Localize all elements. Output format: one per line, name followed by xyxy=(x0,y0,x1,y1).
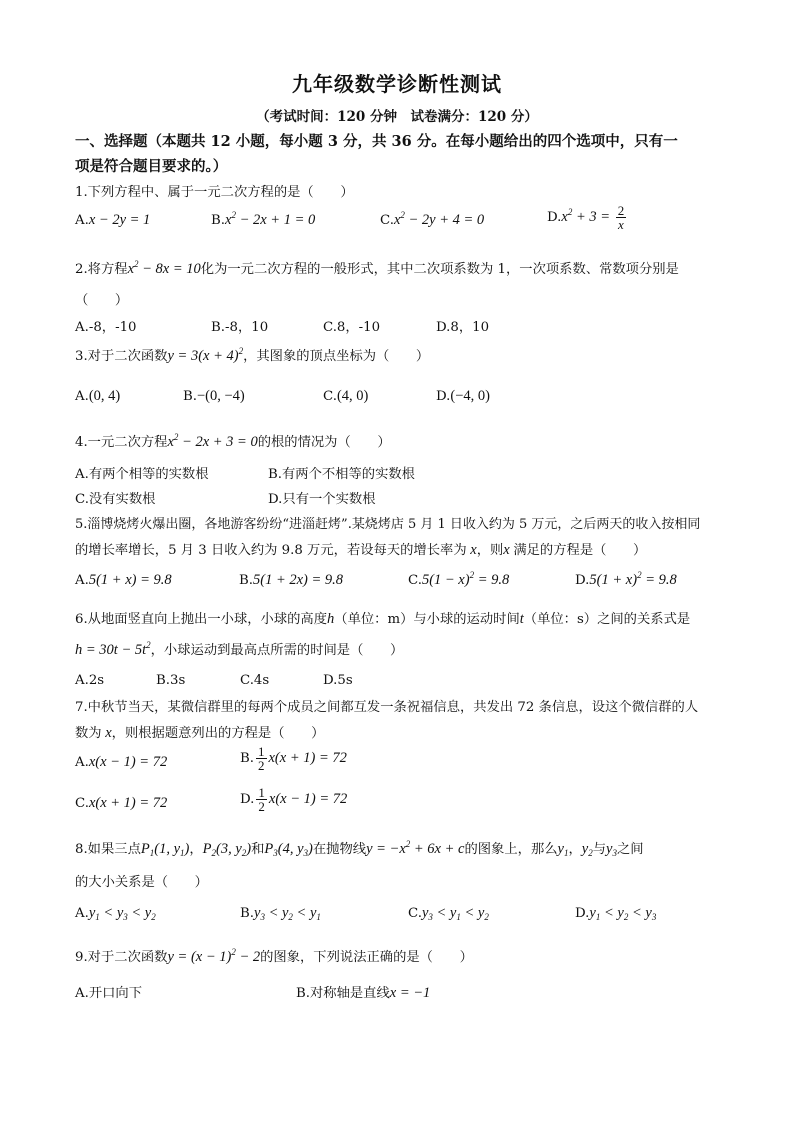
page-title: 九年级数学诊断性测试 xyxy=(292,72,502,96)
q8-option-c: $C.y_3 < y_1 < y_2$ xyxy=(408,905,489,922)
q6-option-b: B.3s xyxy=(156,673,186,688)
q6-option-a: A.2s xyxy=(75,673,105,688)
q5-option-a: A.5(1 + x) = 9.8 xyxy=(75,572,172,588)
q3-option-c: C.(4, 0) xyxy=(323,388,369,404)
q5-option-b: B.5(1 + 2x) = 9.8 xyxy=(239,572,344,588)
question-8-stem-cont: 的大小关系是（ ） xyxy=(75,875,208,890)
math-expr: (4, 0) xyxy=(336,388,369,404)
math-expr: $x^2 + 3$ = $\frac{2}{x}$ xyxy=(561,203,625,232)
math-expr: $y_1 < y_2 < y_3$ xyxy=(589,905,657,922)
q1-option-a: A.x − 2y = 1 xyxy=(75,212,151,228)
question-1-stem: 1.下列方程中、属于一元二次方程的是（ ） xyxy=(75,185,354,200)
question-3-stem: 3.对于二次函数$y = 3(x + 4)^2$，其图象的顶点坐标为（ ） xyxy=(75,346,430,364)
q1-option-c: $C.x^2 - 2y + 4 = 0$ xyxy=(380,210,485,228)
q3-option-a: A.(0, 4) xyxy=(75,388,121,404)
q9-option-a: A.开口向下 xyxy=(75,986,143,1001)
math-expr: $x^2 - 2y + 4 = 0$ xyxy=(393,210,485,228)
q3-option-b: B.−(0, −4) xyxy=(183,388,245,404)
q8-option-b: $B.y_3 < y_2 < y_1$ xyxy=(240,905,321,922)
exam-info: （考试时间：120 分钟 试卷满分：120 分） xyxy=(256,109,538,125)
q8-option-a: $A.y_1 < y_3 < y_2$ xyxy=(75,905,156,922)
math-expr: $x^2 - 8x = 10$ xyxy=(127,259,201,277)
math-expr: $x^2 - 2x + 3 = 0$ xyxy=(167,432,258,450)
math-expr: $\frac{1}{2}$ x(x − 1) = 72 xyxy=(258,785,348,814)
q1-option-b: $B.x^2 - 2x + 1 = 0$ xyxy=(211,210,316,228)
q5-option-d: $D.5(1 + x)^2 = 9.8$ xyxy=(575,570,677,588)
math-expr: x(x + 1) = 72 xyxy=(88,795,168,811)
q8-option-d: $D.y_1 < y_2 < y_3$ xyxy=(575,905,657,922)
math-expr: $y_1 < y_3 < y_2$ xyxy=(88,905,156,922)
math-expr: x(x − 1) = 72 xyxy=(88,754,168,770)
question-4-stem: 4.一元二次方程$x^2 - 2x + 3 = 0$的根的情况为（ ） xyxy=(75,432,391,450)
math-expr: $\frac{1}{2}$ x(x + 1) = 72 xyxy=(258,744,347,773)
q7-option-c: C.x(x + 1) = 72 xyxy=(75,795,168,811)
q9-option-b: B.对称轴是直线x = −1 xyxy=(296,985,431,1001)
math-expr: $h = 30t - 5t^2$ xyxy=(75,640,151,658)
math-expr: $x^2 - 2x + 1 = 0$ xyxy=(225,210,316,228)
q2-option-b: B.-8，10 xyxy=(211,320,269,335)
question-5-stem: 5.淄博烧烤火爆出圈，各地游客纷纷“进淄赶烤”.某烧烤店 5 月 1 日收入约为 5 万元，之后两天的收入按相同 xyxy=(75,517,701,532)
math-expr: x − 2y = 1 xyxy=(88,212,151,228)
q4-option-b: B.有两个不相等的实数根 xyxy=(268,467,415,482)
q4-option-a: A.有两个相等的实数根 xyxy=(75,467,209,482)
question-7-stem: 7.中秋节当天，某微信群里的每两个成员之间都互发一条祝福信息，共发出 72 条信息，设这个微信群的人 xyxy=(75,700,699,715)
question-2-blank: （ ） xyxy=(75,293,129,308)
math-expr: −(0, −4) xyxy=(197,388,245,404)
q7-option-a: A.x(x − 1) = 72 xyxy=(75,754,168,770)
question-5-stem-cont: 的增长率增长，5 月 3 日收入约为 9.8 万元，若设每天的增长率为 x，则x 满足的方程是（ ） xyxy=(75,542,647,558)
question-8-stem: 8.如果三点$P_1(1$, $y_1$)，$P_2(3$, $y_2$)和$P_3(4$, $y_3$)在抛物线$y = -x^2 + 6x + c$的图象上，那么$y_1$，$y_2$与$y_3$之间 xyxy=(75,839,644,858)
question-9-stem: 9.对于二次函数$y = (x - 1)^2 - 2$的图象，下列说法正确的是（ ） xyxy=(75,947,473,965)
q2-option-d: D.8，10 xyxy=(436,320,490,335)
q6-option-d: D.5s xyxy=(323,673,353,688)
q5-option-c: $C.5(1 - x)^2 = 9.8$ xyxy=(408,570,510,588)
question-6-stem-cont: $h = 30t - 5t^2$，小球运动到最高点所需的时间是（ ） xyxy=(75,640,404,658)
math-expr: (0, 4) xyxy=(88,388,121,404)
q7-option-d: D. $\frac{1}{2}$ x(x − 1) = 72 xyxy=(240,785,348,814)
section-heading: 一、选择题（本题共 12 小题，每小题 3 分，共 36 分。在每小题给出的四个选项中，只有一 xyxy=(75,133,678,150)
math-expr: x = −1 xyxy=(389,985,431,1001)
q2-option-c: C.8，-10 xyxy=(323,320,381,335)
math-expr: 5(1 + 2x) = 9.8 xyxy=(253,572,344,588)
math-expr: (−4, 0) xyxy=(450,388,491,404)
math-expr: $y = 3(x + 4)^2$ xyxy=(167,346,244,364)
q4-option-d: D.只有一个实数根 xyxy=(268,492,376,507)
math-expr: $y = -x^2 + 6x + c$ xyxy=(366,839,465,857)
question-2-stem: 2.将方程$x^2 - 8x = 10$化为一元二次方程的一般形式，其中二次项系数为 1，一次项系数、常数项分别是 xyxy=(75,259,679,277)
q4-option-c: C.没有实数根 xyxy=(75,492,156,507)
math-expr: $y_3 < y_2 < y_1$ xyxy=(254,905,321,922)
q6-option-c: C.4s xyxy=(240,673,270,688)
math-expr: 5(1 + x) = 9.8 xyxy=(88,572,172,588)
math-expr: $5(1 - x)^2 = 9.8$ xyxy=(421,570,510,588)
q2-option-a: A.-8，-10 xyxy=(75,320,137,335)
section-heading-cont: 项是符合题目要求的。） xyxy=(75,158,228,175)
math-expr: $5(1 + x)^2 = 9.8$ xyxy=(589,570,677,588)
question-7-stem-cont: 数为 x，则根据题意列出的方程是（ ） xyxy=(75,725,325,741)
q7-option-b: B. $\frac{1}{2}$ x(x + 1) = 72 xyxy=(240,744,347,773)
question-6-stem: 6.从地面竖直向上抛出一小球，小球的高度h（单位：m）与小球的运动时间t（单位：s）之间的关系式是 xyxy=(75,611,691,627)
math-expr: $y_3 < y_1 < y_2$ xyxy=(421,905,489,922)
math-expr: $y = (x - 1)^2 - 2$ xyxy=(167,947,261,965)
q1-option-d: $D.x^2 + 3$ = $\frac{2}{x}$ xyxy=(547,204,628,231)
q3-option-d: D.(−4, 0) xyxy=(436,388,491,404)
